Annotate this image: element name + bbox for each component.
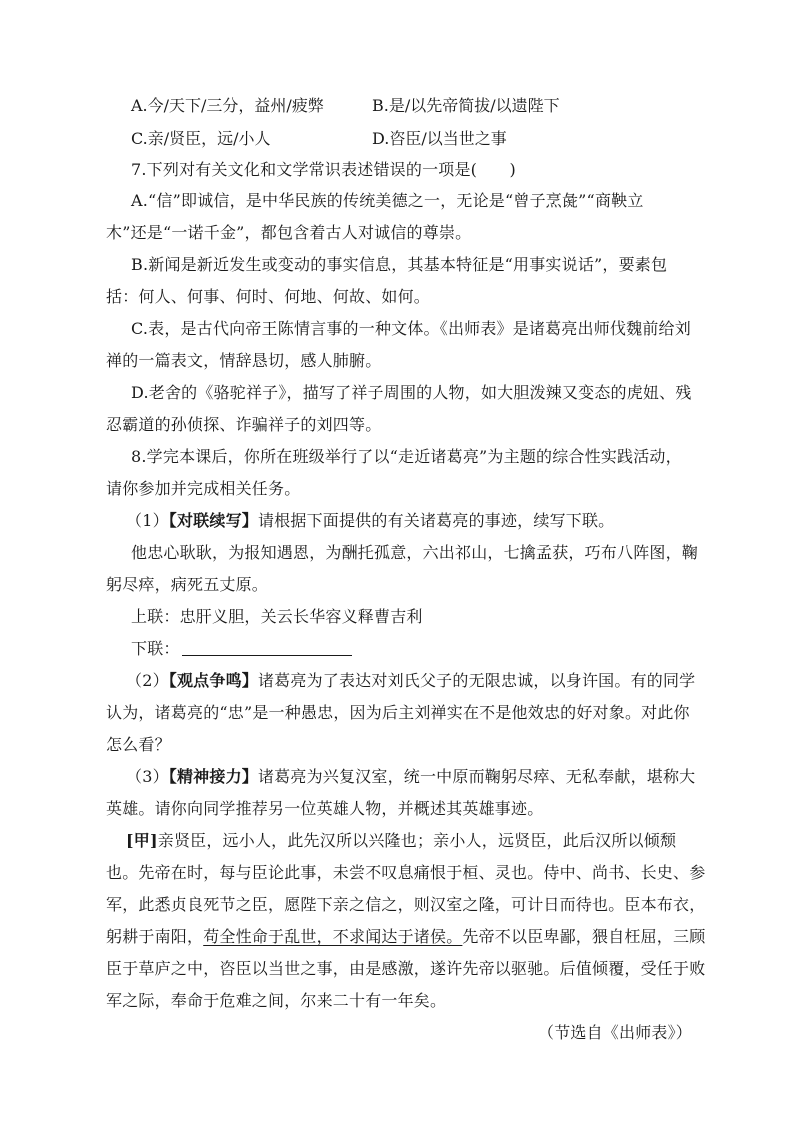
passage-source: （节选自《出师表》） xyxy=(538,1023,693,1042)
option-6a: A.今/天下/三分，益州/疲弊 xyxy=(131,96,324,115)
task-3-line1 xyxy=(126,765,695,789)
task-1-tag: 【对联续写】 xyxy=(168,511,258,530)
question-7-option-d-line2: 忍霸道的孙侦探、诈骗祥子的刘四等。 xyxy=(106,415,382,434)
answer-blank[interactable] xyxy=(182,639,352,656)
question-8-stem-line1: 8.学完本课后，你所在班级举行了以“走近诸葛亮”为主题的综合性实践活动， xyxy=(131,447,682,466)
question-8-stem-line2: 请你参加并完成相关任务。 xyxy=(106,479,301,498)
option-6d: D.咨臣/以当世之事 xyxy=(372,129,507,148)
question-7-option-a-line1: A.“信”即诚信，是中华民族的传统美德之一，无论是“曾子烹彘”“商鞅立 xyxy=(131,191,644,210)
passage-tag: [甲] xyxy=(126,831,158,850)
question-7-option-b-line1: B.新闻是新近发生或变动的事实信息，其基本特征是“用事实说话”，要素包 xyxy=(131,255,668,274)
task-2-text: 诸葛亮为了表达对刘氏父子的无限忠诚，以身许国。有的同学 xyxy=(257,671,696,690)
option-6b: B.是/以先帝简拔/以遗陛下 xyxy=(372,96,560,115)
deeds-line2: 躬尽瘁，病死五丈原。 xyxy=(106,575,269,594)
question-7-option-c-line2: 禅的一篇表文，情辞恳切，感人肺腑。 xyxy=(106,351,382,370)
task-1-number: （1） xyxy=(126,511,169,530)
question-7-option-d-line1: D.老舍的《骆驼祥子》，描写了祥子周围的人物，如大胆泼辣又变态的虎妞、残 xyxy=(131,383,692,402)
passage-line2: 也。先帝在时，每与臣论此事，未尝不叹息痛恨于桓、灵也。侍中、尚书、长史、参 xyxy=(106,863,706,882)
upper-couplet: 上联：忠肝义胆，关云长华容义释曹吉利 xyxy=(131,607,423,626)
deeds-line1: 他忠心耿耿，为报知遇恩，为酬托孤意，六出祁山，七擒孟获，巧布八阵图，鞠 xyxy=(131,543,699,562)
task-3-number: （3） xyxy=(126,767,169,786)
task-3-tag: 【精神接力】 xyxy=(168,767,258,786)
underlined-sentence: 苟全性命于乱世，不求闻达于诸侯。 xyxy=(203,927,463,946)
option-6c: C.亲/贤臣，远/小人 xyxy=(131,129,271,148)
task-3-line2: 英雄。请你向同学推荐另一位英雄人物，并概述其英雄事迹。 xyxy=(106,799,544,818)
question-7-option-a-line2: 木”还是“一诺千金”，都包含着古人对诚信的尊崇。 xyxy=(106,223,472,242)
lower-couplet-label: 下联： xyxy=(131,639,180,658)
passage-line5: 臣于草庐之中，咨臣以当世之事，由是感激，遂许先帝以驱驰。后值倾覆，受任于败 xyxy=(106,959,706,978)
question-7-option-c-line1: C.表，是古代向帝王陈情言事的一种文体。《出师表》是诸葛亮出师伐魏前给刘 xyxy=(131,319,691,338)
passage-line1 xyxy=(126,829,676,853)
task-1 xyxy=(126,509,614,533)
task-2-tag: 【观点争鸣】 xyxy=(168,671,258,690)
task-2-number: （2） xyxy=(126,671,169,690)
task-3-text: 诸葛亮为兴复汉室，统一中原而鞠躬尽瘁、无私奉献，堪称大 xyxy=(257,767,696,786)
passage-line6: 军之际，奉命于危难之间，尔来二十有一年矣。 xyxy=(106,991,447,1010)
passage-line4-end: 先帝不以臣卑鄙，猥自枉屈，三顾 xyxy=(462,927,706,946)
lower-couplet xyxy=(131,637,352,661)
question-7-option-b-line2: 括：何人、何事、何时、何地、何故、如何。 xyxy=(106,287,431,306)
passage-line4 xyxy=(106,925,705,949)
task-2-line3: 怎么看？ xyxy=(106,735,171,754)
passage-line1-text: 亲贤臣，远小人，此先汉所以兴隆也；亲小人，远贤臣，此后汉所以倾颓 xyxy=(157,831,677,850)
passage-line3: 军，此悉贞良死节之臣，愿陛下亲之信之，则汉室之隆，可计日而待也。臣本布衣， xyxy=(106,895,706,914)
task-2-line2: 认为，诸葛亮的“忠”是一种愚忠，因为后主刘禅实在不是他效忠的好对象。对此你 xyxy=(106,703,690,722)
task-2-line1 xyxy=(126,669,695,693)
passage-line4-start: 躬耕于南阳， xyxy=(106,927,204,946)
question-7-stem: 7.下列对有关文化和文学常识表述错误的一项是( ) xyxy=(131,160,516,179)
task-1-text: 请根据下面提供的有关诸葛亮的事迹，续写下联。 xyxy=(257,511,615,530)
